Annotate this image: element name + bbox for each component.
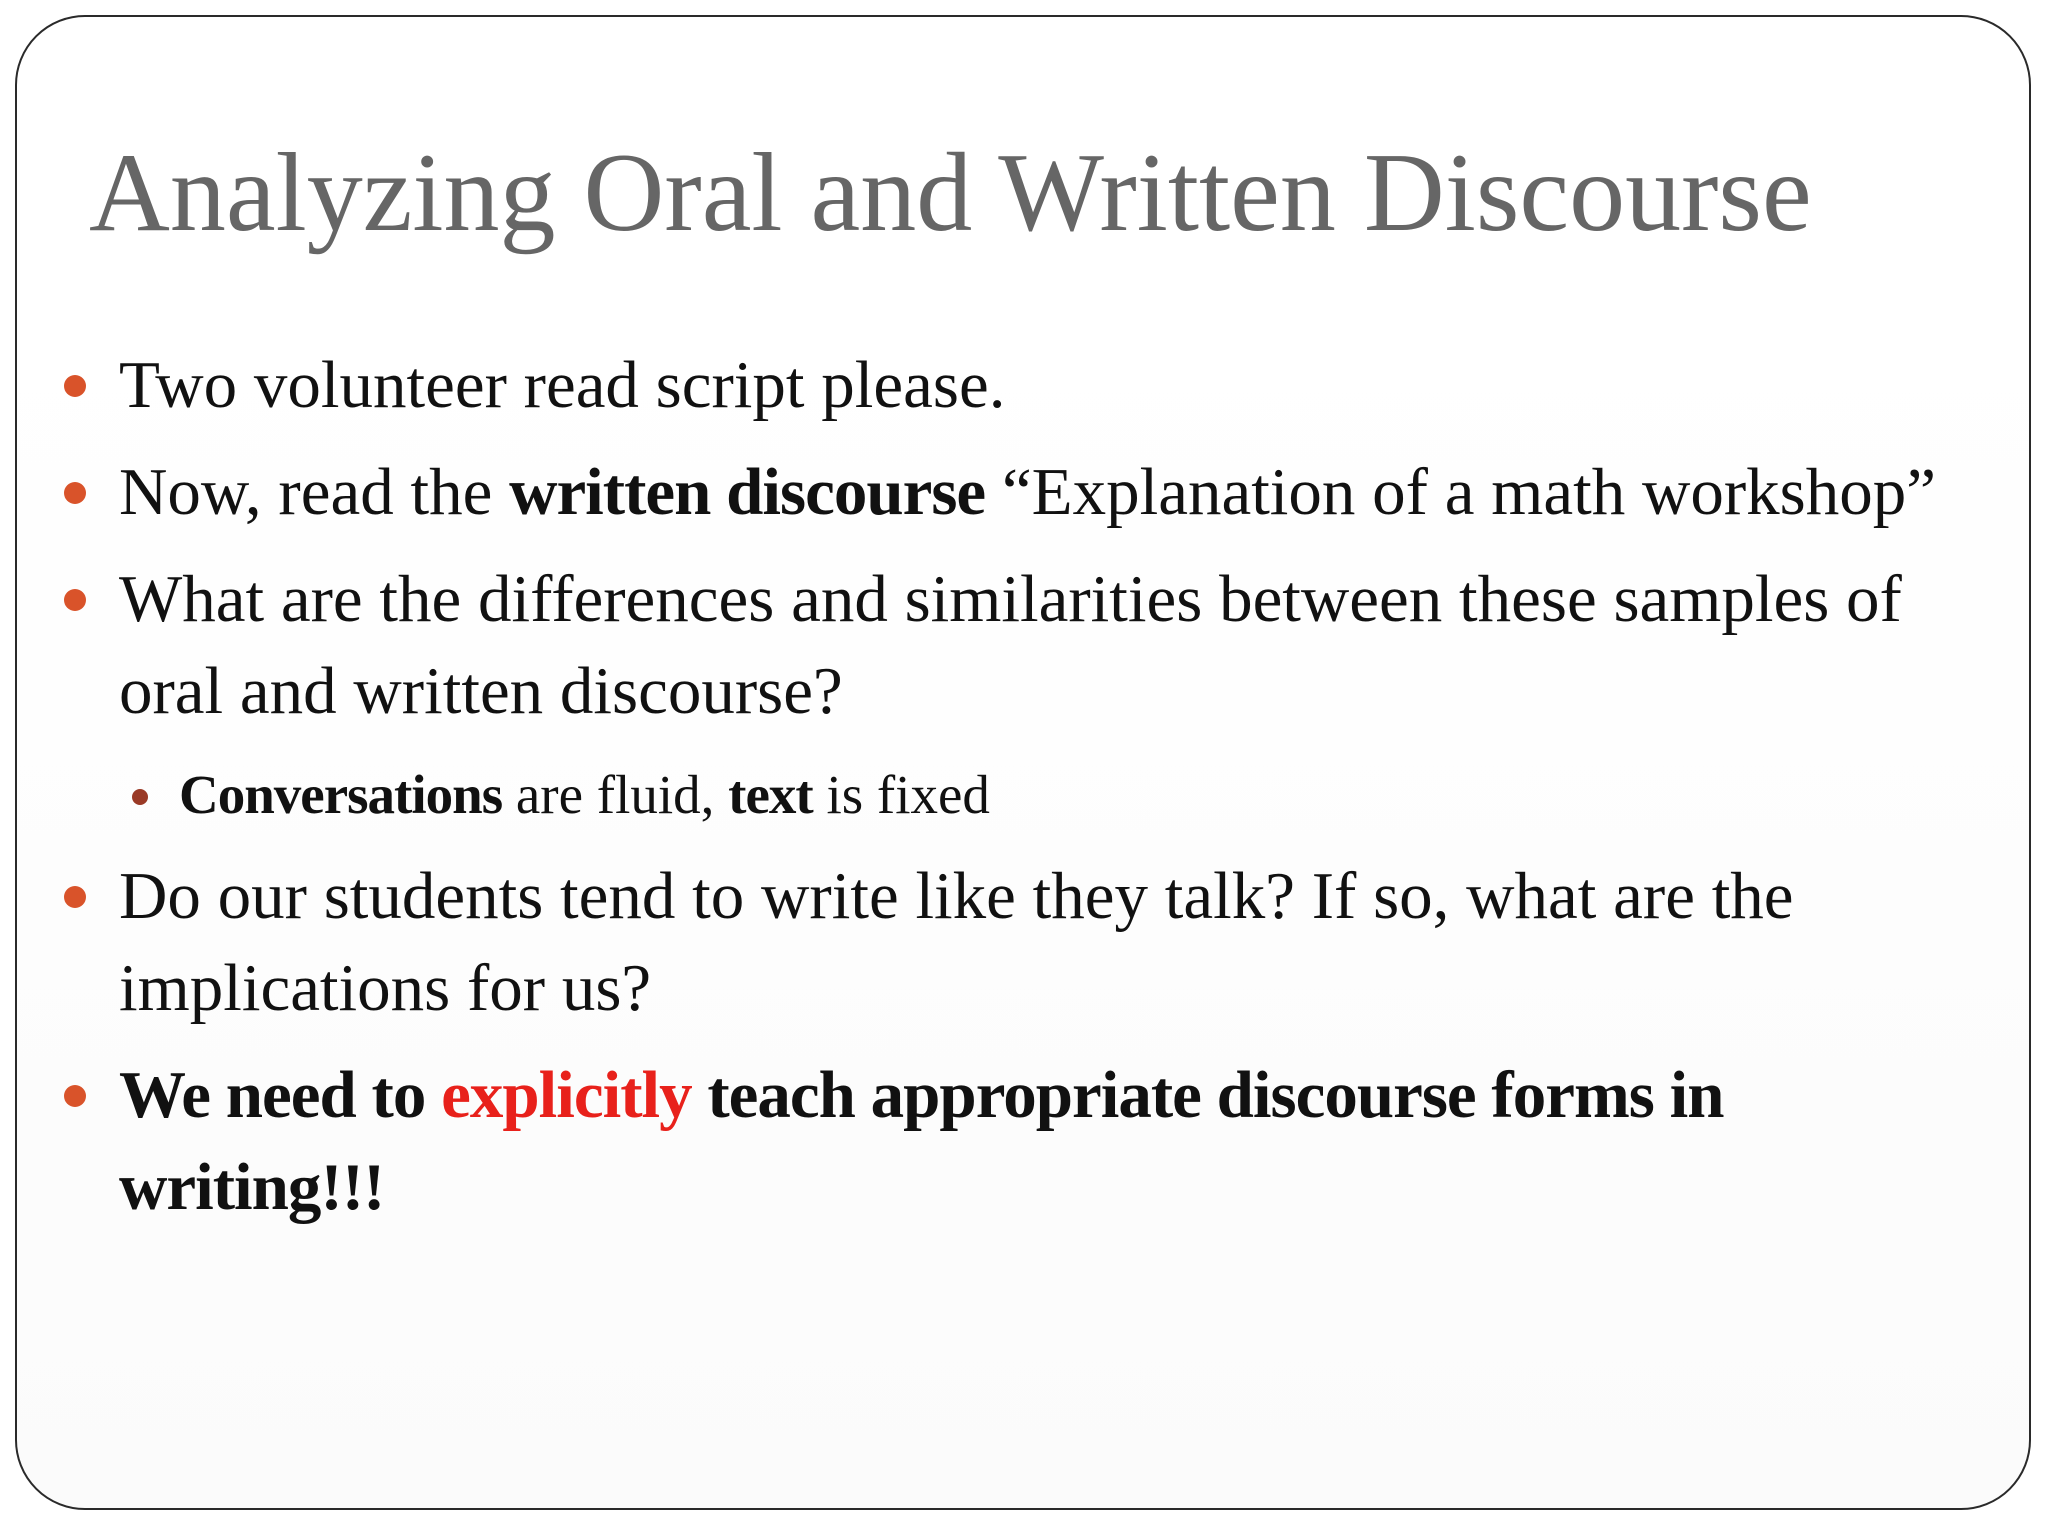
bullet-marker-icon: [64, 482, 86, 504]
bullet-item: [17, 850, 2029, 1034]
bullet-item: [17, 446, 2029, 538]
bullet-marker-icon: [64, 1085, 86, 1107]
bullet-marker-icon: [64, 886, 86, 908]
bullet-text: Two volunteer read script please.: [119, 348, 1006, 422]
bullet-bold-text: teach appropriate discourse forms in writing!!!: [119, 1058, 1724, 1224]
sub-bullet-item: [17, 755, 2029, 835]
bullet-marker-icon: [64, 375, 86, 397]
slide-title: Analyzing Oral and Written Discourse: [89, 131, 1812, 255]
bullet-item: [17, 339, 2029, 431]
slide: [15, 15, 2031, 1510]
sub-bullet-marker-icon: [132, 789, 148, 805]
sub-bullet-text: are fluid,: [502, 764, 729, 825]
bullet-text: “Explanation of a math workshop”: [985, 455, 1936, 529]
bullet-item: [17, 1049, 2029, 1233]
bullet-list: [17, 339, 2029, 1233]
bullet-item: [17, 553, 2029, 737]
bullet-bold-text: written discourse: [509, 455, 986, 529]
sub-bullet-bold-text: Conversations: [179, 764, 503, 825]
bullet-text: Do our students tend to write like they talk? If so, what are the implications for us?: [119, 859, 1794, 1025]
bullet-marker-icon: [64, 589, 86, 611]
bullet-bold-text: We need to: [119, 1058, 442, 1132]
bullet-text: Now, read the: [119, 455, 510, 529]
emphasis-text: explicitly: [441, 1058, 692, 1132]
sub-bullet-text: is fixed: [812, 764, 990, 825]
sub-bullet-bold-text: text: [728, 764, 813, 825]
bullet-text: What are the differences and similarities between these samples of oral and written discourse?: [119, 562, 1902, 728]
